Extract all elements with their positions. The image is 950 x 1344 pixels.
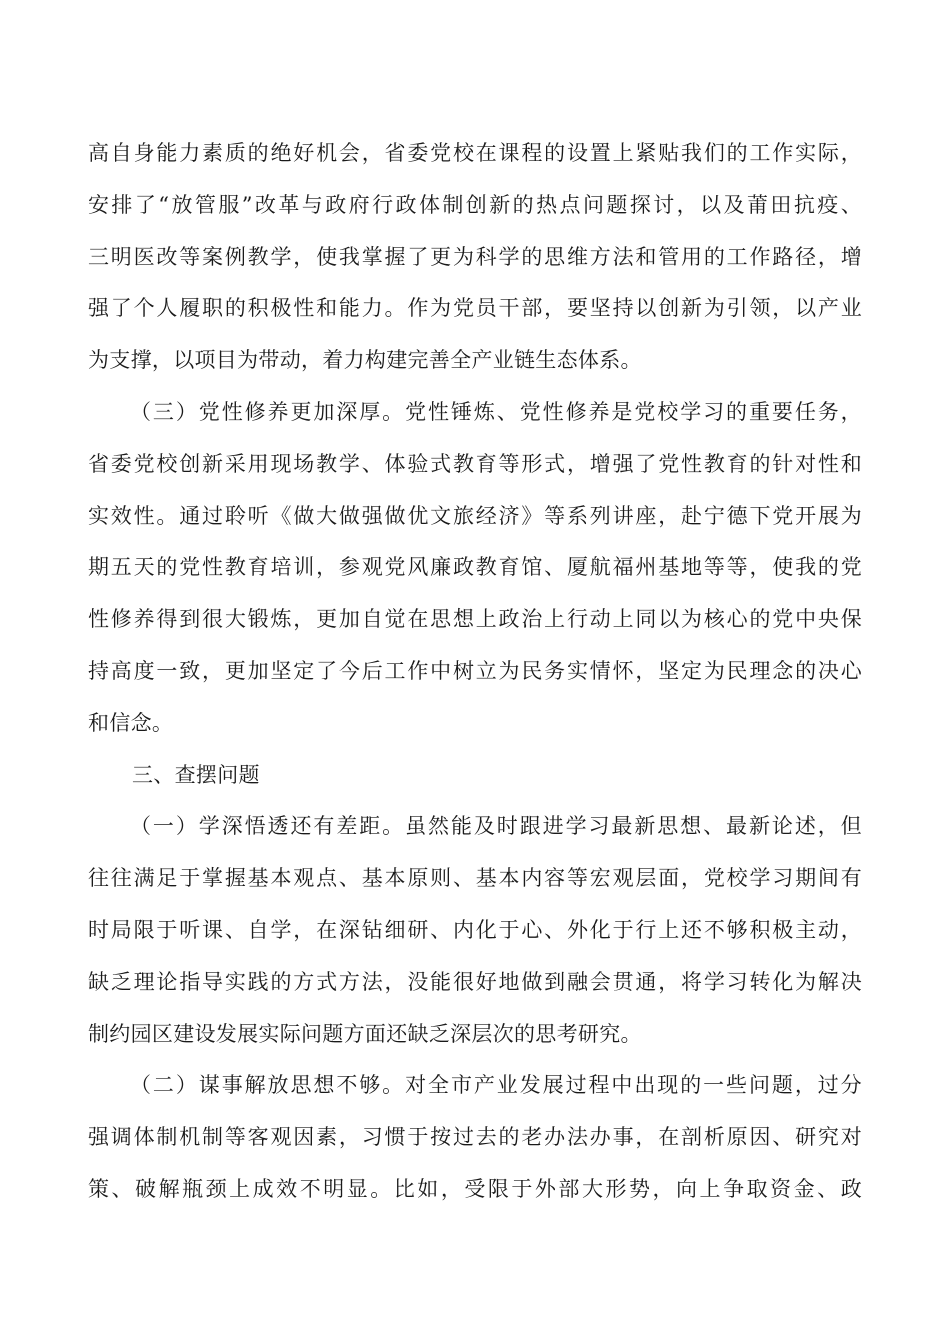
document-body: [88, 128, 862, 1216]
text-line: 往往满足于掌握基本观点、基本原则、基本内容等宏观层面，党校学习期间有: [88, 866, 862, 891]
text-line: 持高度一致，更加坚定了今后工作中树立为民务实情怀，坚定为民理念的决心: [88, 658, 862, 683]
text-line: 省委党校创新采用现场教学、体验式教育等形式，增强了党性教育的针对性和: [88, 451, 862, 476]
text-line: 高自身能力素质的绝好机会，省委党校在课程的设置上紧贴我们的工作实际，: [88, 141, 862, 165]
text-line: 强调体制机制等客观因素，习惯于按过去的老办法办事，在剖析原因、研究对: [88, 1125, 862, 1150]
text-line: 为支撑，以项目为带动，着力构建完善全产业链生态体系。: [88, 348, 642, 373]
text-line: 强了个人履职的积极性和能力。作为党员干部，要坚持以创新为引领，以产业: [88, 296, 862, 321]
text-line: 安排了“放管服”改革与政府行政体制创新的热点问题探讨，以及莆田抗疫、: [88, 192, 862, 217]
text-line: 期五天的党性教育培训，参观党风廉政教育馆、厦航福州基地等等，使我的党: [88, 555, 862, 580]
text-line: 缺乏理论指导实践的方式方法，没能很好地做到融会贯通，将学习转化为解决: [88, 969, 862, 994]
paragraph-start-line: （一）学深悟透还有差距。虽然能及时跟进学习最新思想、最新论述，但: [130, 814, 862, 839]
text-line: 实效性。通过聆听《做大做强做优文旅经济》等系列讲座，赴宁德下党开展为: [88, 503, 862, 528]
text-line: 策、破解瓶颈上成效不明显。比如，受限于外部大形势，向上争取资金、政: [88, 1176, 862, 1201]
paragraph-start-line: （二）谋事解放思想不够。对全市产业发展过程中出现的一些问题，过分: [130, 1073, 862, 1098]
text-line: 时局限于听课、自学，在深钻细研、内化于心、外化于行上还不够积极主动，: [88, 917, 862, 942]
text-line: 和信念。: [88, 710, 174, 735]
text-line: 制约园区建设发展实际问题方面还缺乏深层次的思考研究。: [88, 1021, 642, 1046]
paragraph-start-line: （三）党性修养更加深厚。党性锤炼、党性修养是党校学习的重要任务，: [130, 399, 862, 424]
section-heading: 三、查摆问题: [132, 762, 260, 787]
text-line: 三明医改等案例教学，使我掌握了更为科学的思维方法和管用的工作路径，增: [88, 244, 862, 269]
text-line: 性修养得到很大锻炼，更加自觉在思想上政治上行动上同以为核心的党中央保: [88, 607, 862, 632]
